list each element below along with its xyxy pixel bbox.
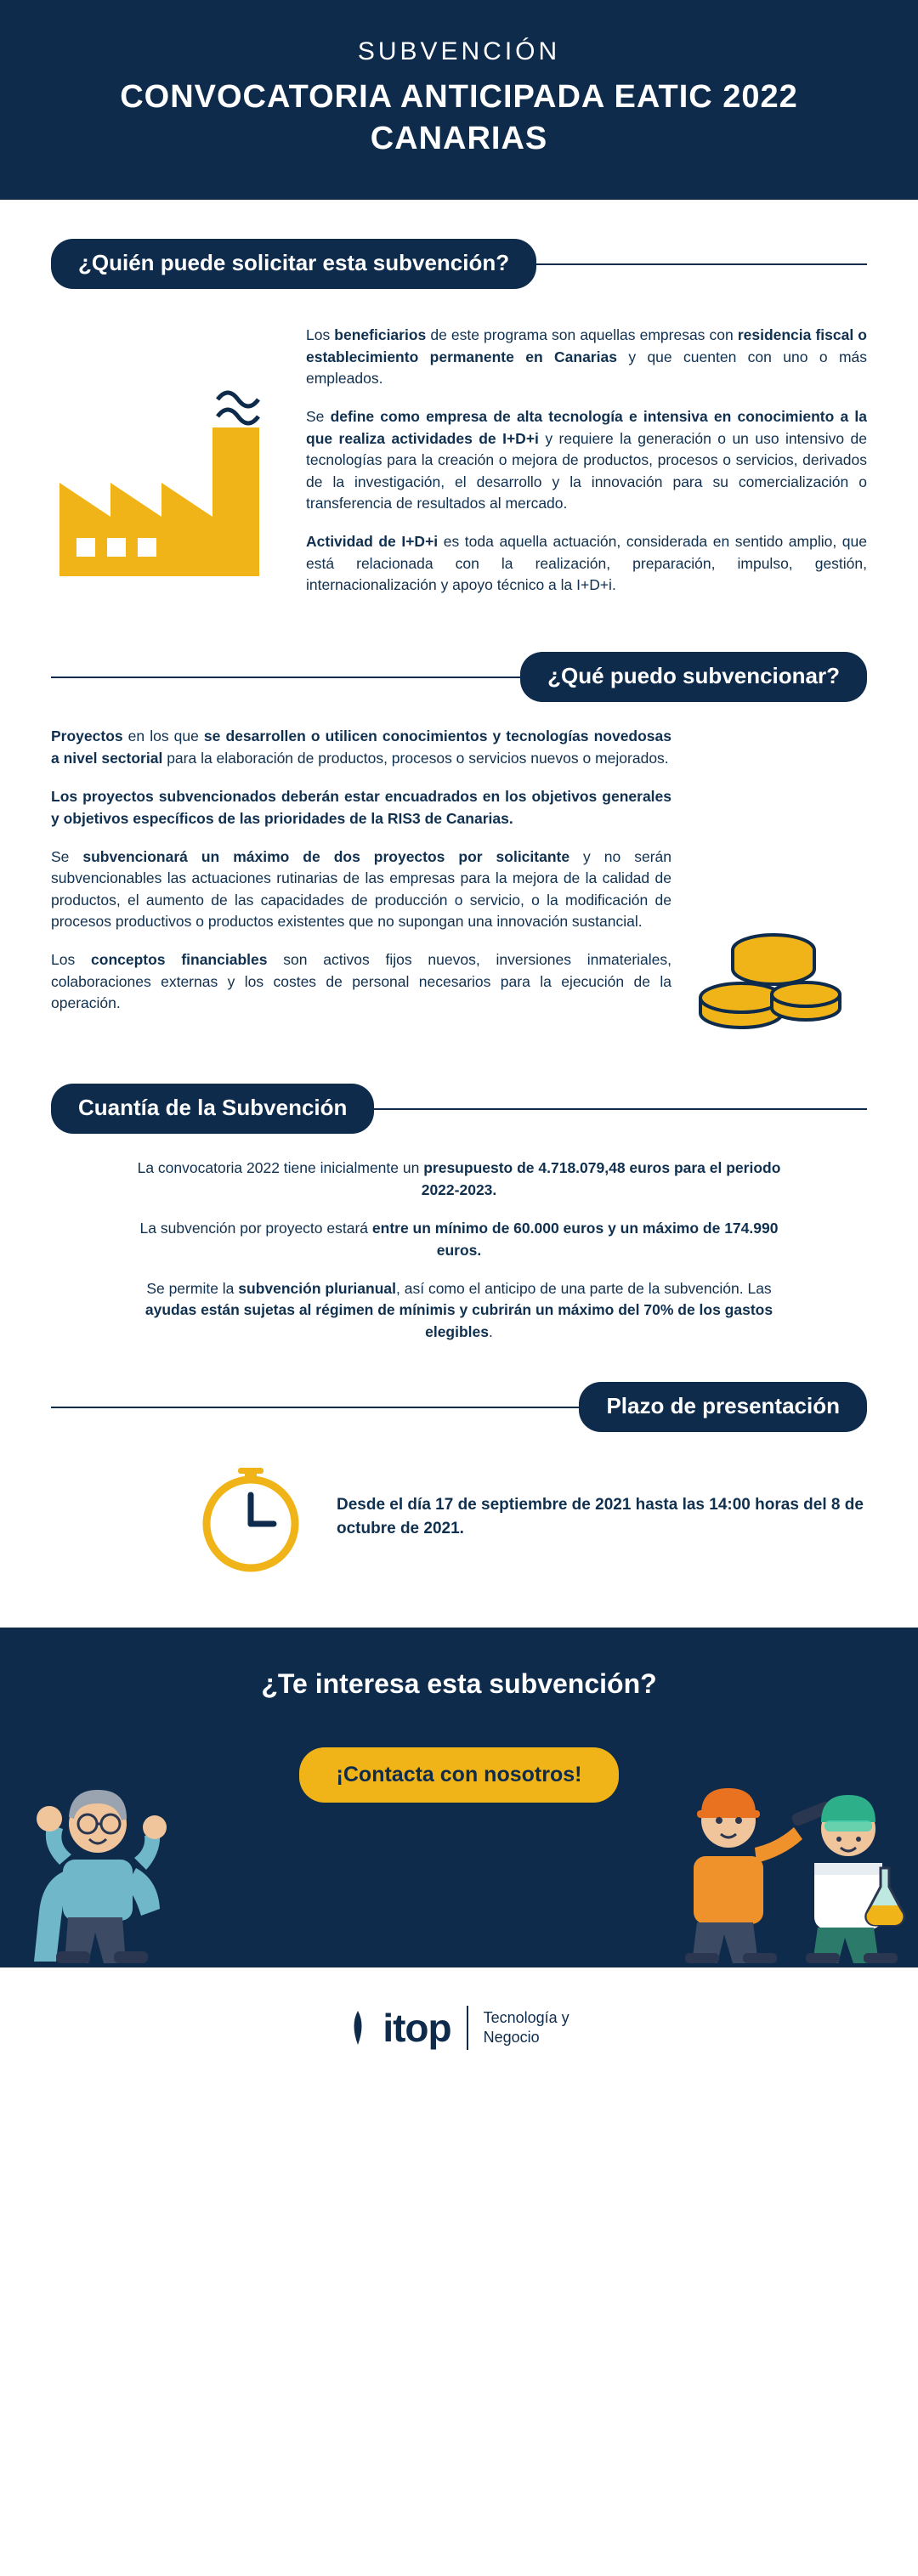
paragraph: Proyectos en los que se desarrollen o utilicen conocimientos y tecnologías novedosas a nivel sectorial para la elaboración de productos, procesos o servicios nuevos o mejorados. (51, 728, 672, 767)
person-cheering-illustration (8, 1768, 204, 1967)
section-rule (536, 263, 867, 265)
section-text-block (337, 1490, 867, 1557)
paragraph: Desde el día 17 de septiembre de 2021 hasta las 14:00 horas del 8 de octubre de 2021. (337, 1495, 864, 1537)
logo-tagline (484, 2008, 570, 2048)
logo-divider (467, 2006, 468, 2050)
header-eyebrow: SUBVENCIÓN (357, 37, 561, 65)
paragraph: Los beneficiarios de este programa son aquellas empresas con residencia fiscal o establecimiento permanente en Canarias y que cuenten con uno o más empleados. (306, 326, 868, 387)
factory-icon (51, 314, 298, 613)
section-text-block (51, 726, 672, 1045)
logo-tagline-line2: Negocio (483, 2029, 540, 2046)
section-pill: ¿Qué puedo subvencionar? (520, 652, 867, 702)
clock-icon (196, 1466, 306, 1581)
section-rule (51, 1407, 579, 1408)
section-cuantia-subvencion (0, 1134, 918, 1343)
cta-title: ¿Te interesa esta subvención? (261, 1668, 657, 1699)
page-title-line1: CONVOCATORIA ANTICIPADA EATIC 2022 (120, 79, 798, 115)
brand-logo (0, 1967, 918, 2088)
logo-wordmark: itop (382, 2006, 451, 2050)
section-que-puedo-subvencionar (0, 702, 918, 1045)
paragraph: La subvención por proyecto estará entre un mínimo de 60.000 euros y un máximo de 174.990 euros. (139, 1220, 779, 1259)
paragraph: Se subvencionará un máximo de dos proyectos por solicitante y no serán subvencionables las actuaciones rutinarias de las empresas para la mejora de la calidad de productos, el aumento de las capacidades de producción o servicio, o la modificación de procesos productivos o productos existentes que no supongan una innovación sustancial. (51, 847, 672, 930)
section-header-plazo-presentacion (0, 1382, 918, 1432)
paragraph: Actividad de I+D+i es toda aquella actuación, considerada en sentido amplio, que está relacionada con la realización, preparación, impulso, gestión, internacionalización y apoyo técnico a la I+D+i. (306, 533, 867, 593)
paragraph: Los proyectos subvencionados deberán estar encuadrados en los objetivos generales y objetivos específicos de las prioridades de la RIS3 de Canarias. (51, 788, 672, 827)
logo-mark-icon (348, 2006, 367, 2050)
section-header-quien-puede-solicitar (0, 239, 918, 289)
section-rule (374, 1108, 867, 1110)
paragraph: Se define como empresa de alta tecnología e intensiva en conocimiento a la que realiza actividades de I+D+i y requiere la generación o un uso intensivo de tecnologías para la creación o mejora de productos, procesos o servicios, derivados de la investigación, el desarrollo y la innovación para su comercialización o transferencia de resultados al mercado. (306, 408, 867, 512)
section-text-block (306, 314, 867, 613)
section-header-cuantia-subvencion (0, 1084, 918, 1134)
coins-icon (688, 726, 867, 1045)
contact-button[interactable]: ¡Contacta con nosotros! (299, 1747, 620, 1803)
section-header-que-puedo-subvencionar (0, 652, 918, 702)
section-pill: Cuantía de la Subvención (51, 1084, 374, 1134)
header-banner (0, 0, 918, 200)
paragraph: La convocatoria 2022 tiene inicialmente un presupuesto de 4.718.079,48 euros para el periodo 2022-2023. (137, 1159, 781, 1198)
paragraph: Se permite la subvención plurianual, así como el anticipo de una parte de la subvención. Las ayudas están sujetas al régimen de mínimis y cubrirán un máximo del 70% de los gastos elegibles. (144, 1279, 774, 1340)
page-title (51, 76, 867, 159)
section-quien-puede-solicitar (0, 289, 918, 613)
paragraph: Los conceptos financiables son activos fijos nuevos, inversiones inmateriales, colaboraciones externas y los costes de personal necesarios para la ejecución de la operación. (51, 951, 672, 1012)
scientists-illustration (672, 1768, 918, 1967)
page-title-line2: CANARIAS (370, 120, 548, 156)
cta-banner (0, 1628, 918, 1967)
section-pill: Plazo de presentación (579, 1382, 867, 1432)
logo-tagline-line1: Tecnología y (483, 2008, 570, 2026)
section-rule (51, 677, 520, 678)
section-plazo-presentacion (0, 1432, 918, 1581)
section-pill: ¿Quién puede solicitar esta subvención? (51, 239, 536, 289)
